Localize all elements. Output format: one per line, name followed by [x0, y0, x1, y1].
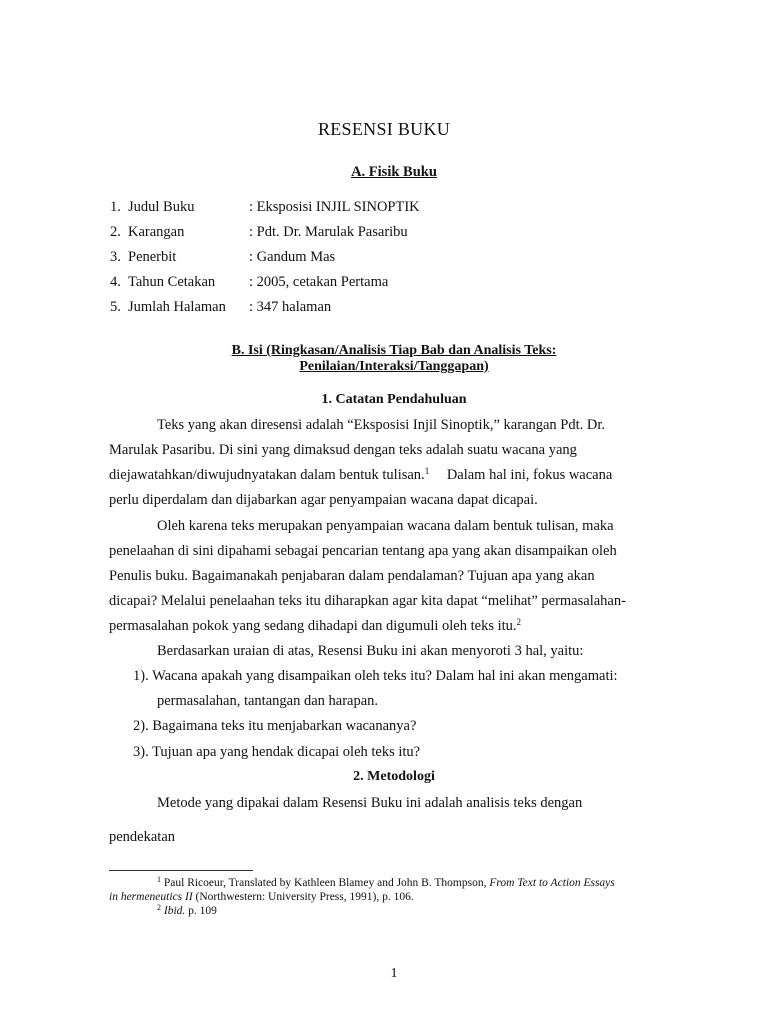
fisik-item-number: 3. — [110, 249, 121, 265]
footnote-book-title: in hermeneutics II — [109, 891, 193, 903]
subsection-heading: 2. Metodologi — [353, 769, 435, 784]
footnote-book-title: From Text to Action Essays — [489, 877, 615, 889]
page-number: 1 — [390, 966, 398, 981]
fisik-item-label: Tahun Cetakan — [128, 274, 216, 290]
paragraph-line: Marulak Pasaribu. Di sini yang dimaksud dengan teks adalah suatu wacana yang — [109, 442, 577, 458]
footnote-2 — [157, 905, 217, 917]
paragraph-line — [109, 467, 612, 484]
paragraph-line: Metode yang dipakai dalam Resensi Buku ini adalah analisis teks dengan — [157, 795, 583, 811]
paragraph-text: permasalahan pokok yang sedang dihadapi dan digumuli oleh teks itu. — [109, 618, 517, 634]
section-b-heading-line1: B. Isi (Ringkasan/Analisis Tiap Bab dan Analisis Teks: — [231, 343, 557, 358]
footnote-1-continuation — [109, 891, 414, 903]
paragraph-line: dicapai? Melalui penelaahan teks itu diharapkan agar kita dapat “melihat” permasalahan- — [109, 593, 626, 609]
fisik-item-value: : Eksposisi INJIL SINOPTIK — [249, 199, 420, 215]
list-item: 3). Tujuan apa yang hendak dicapai oleh teks itu? — [133, 744, 421, 760]
paragraph-line: penelaahan di sini dipahami sebagai pencarian tentang apa yang akan disampaikan oleh — [109, 543, 617, 559]
paragraph-line: pendekatan — [109, 829, 176, 845]
fisik-item-label: Judul Buku — [128, 199, 195, 215]
paragraph-line: Berdasarkan uraian di atas, Resensi Buku ini akan menyoroti 3 hal, yaitu: — [157, 643, 584, 659]
footnote-text: Paul Ricoeur, Translated by Kathleen Blamey and John B. Thompson, — [163, 877, 487, 889]
fisik-item-label: Jumlah Halaman — [128, 299, 226, 315]
fisik-item-value: : Pdt. Dr. Marulak Pasaribu — [249, 224, 408, 240]
list-item: 1). Wacana apakah yang disampaikan oleh teks itu? Dalam hal ini akan mengamati: — [133, 668, 618, 684]
fisik-item-label: Karangan — [128, 224, 185, 240]
page-title: RESENSI BUKU — [317, 119, 451, 139]
footnote-ref: 2 — [516, 617, 522, 627]
subsection-heading: 1. Catatan Pendahuluan — [321, 392, 467, 407]
footnote-separator — [109, 870, 253, 871]
fisik-item-value: : Gandum Mas — [249, 249, 336, 265]
paragraph-line: Penulis buku. Bagaimanakah penjabaran dalam pendalaman? Tujuan apa yang akan — [109, 568, 595, 584]
fisik-item-value: : 2005, cetakan Pertama — [249, 274, 389, 290]
fisik-item-value: : 347 halaman — [249, 299, 332, 315]
paragraph-line: Teks yang akan diresensi adalah “Eksposisi Injil Sinoptik,” karangan Pdt. Dr. — [157, 417, 605, 433]
list-item-continuation: permasalahan, tantangan dan harapan. — [157, 693, 379, 709]
footnote-ibid: Ibid. — [163, 905, 186, 917]
paragraph-line: Oleh karena teks merupakan penyampaian wacana dalam bentuk tulisan, maka — [157, 518, 614, 534]
paragraph-line: perlu diperdalam dan dijabarkan agar penyampaian wacana dapat dicapai. — [109, 492, 538, 508]
fisik-item-number: 4. — [110, 274, 121, 290]
footnote-number: 1 — [157, 875, 161, 884]
fisik-item-label: Penerbit — [128, 249, 177, 265]
fisik-item-number: 2. — [110, 224, 121, 240]
footnote-ref: 1 — [424, 466, 430, 476]
fisik-item-number: 1. — [110, 199, 121, 215]
section-a-heading: A. Fisik Buku — [351, 164, 437, 180]
footnote-number: 2 — [157, 903, 161, 912]
paragraph-text: Dalam hal ini, fokus wacana — [446, 467, 613, 483]
footnote-1 — [157, 877, 615, 889]
footnote-text: p. 109 — [188, 905, 217, 917]
paragraph-line — [109, 618, 521, 635]
list-item: 2). Bagaimana teks itu menjabarkan wacananya? — [133, 718, 417, 734]
fisik-item-number: 5. — [110, 299, 121, 315]
section-b-heading-line2: Penilaian/Interaksi/Tanggapan) — [299, 359, 489, 374]
footnote-text: (Northwestern: University Press, 1991), p. 106. — [195, 891, 414, 903]
paragraph-text: diejawatahkan/diwujudnyatakan dalam bentuk tulisan. — [109, 467, 425, 483]
